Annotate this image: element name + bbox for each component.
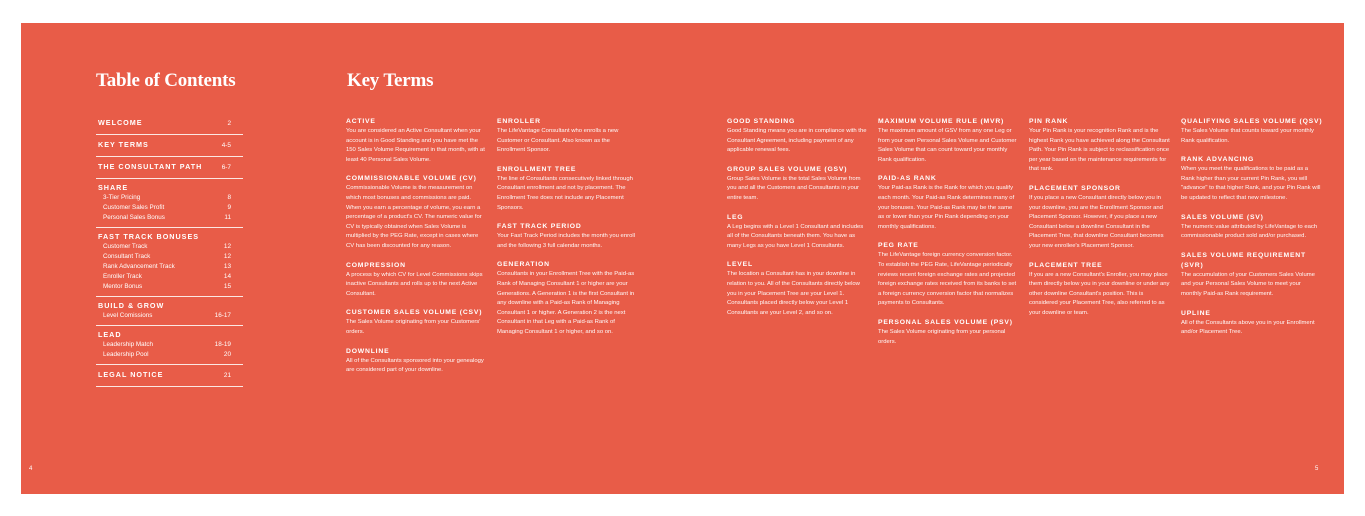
toc-sub-label: Leadership Match: [103, 341, 154, 348]
key-term-heading: GENERATION: [497, 261, 550, 269]
toc-section[interactable]: [96, 135, 243, 157]
key-term: [346, 308, 488, 337]
key-term: [1029, 261, 1171, 319]
key-term: [1181, 309, 1323, 338]
toc-sub-item[interactable]: [98, 282, 243, 292]
toc-sub-label: Enroller Track: [103, 273, 142, 280]
page-number-left: 4: [29, 466, 33, 472]
key-term-definition: A process by which CV for Level Commissions skips inactive Consultants and rolls up to the next Active Consultant.: [346, 271, 483, 297]
toc-section-label: LEAD: [98, 330, 122, 339]
toc-sub-label: Leadership Pool: [103, 351, 149, 358]
key-term-heading: FAST TRACK PERIOD: [497, 223, 582, 231]
toc-sub-item[interactable]: [98, 262, 243, 272]
key-term: [1029, 184, 1171, 252]
toc-sub-item[interactable]: [98, 213, 243, 223]
toc-sub-item[interactable]: [98, 350, 243, 360]
toc-section[interactable]: [96, 228, 243, 297]
toc-sub-page: 12: [223, 253, 231, 260]
toc-sub-page: 15: [223, 283, 231, 290]
key-term: [1181, 213, 1323, 242]
key-term-heading: SALES VOLUME (SV): [1181, 213, 1264, 221]
key-term: [497, 222, 639, 251]
key-term-definition: Good Standing means you are in compliance with the Consultant Agreement, including payment of any applicable renewal fees.: [727, 128, 867, 154]
toc-sub-page: 9: [227, 204, 231, 211]
toc-sub-page: 14: [223, 273, 231, 280]
key-term-definition: The line of Consultants consecutively linked through Consultant enrollment and not by placement. The Enrollment Tree does not include any Placement Sponsors.: [497, 175, 633, 211]
key-term-heading: QUALIFYING SALES VOLUME (QSV): [1181, 118, 1323, 125]
key-term: [1181, 117, 1323, 146]
toc-section[interactable]: [96, 297, 243, 326]
toc-sub-label: 3-Tier Pricing: [103, 194, 141, 201]
toc-sub-label: Customer Sales Profit: [103, 204, 165, 211]
key-term: [497, 260, 639, 337]
key-term-definition: The location a Consultant has in your downline in relation to you. All of the Consultants directly below you in your Placement Tree are your Level 1. Consultants placed directly below your Level 1 Consultants are your Level 2, and so on.: [727, 271, 860, 316]
key-term: [727, 165, 869, 204]
key-term: [1181, 155, 1323, 203]
key-term-definition: The LifeVantage foreign currency conversion factor. To establish the PEG Rate, LifeVantage periodically reviews recent foreign exchange rates and projected foreign exchange rates received from its banks to set a foreign currency conversion factor that normalizes payments to Consultants.: [878, 252, 1017, 307]
key-term: [346, 347, 488, 376]
key-term-heading: COMMISSIONABLE VOLUME (CV): [346, 175, 477, 183]
key-term-heading: LEVEL: [727, 261, 753, 269]
key-term-heading: ACTIVE: [346, 118, 376, 125]
key-term-definition: The accumulation of your Customers Sales Volume and your Personal Sales Volume to meet your monthly Paid-as Rank requirement.: [1181, 271, 1315, 297]
key-term: [346, 174, 488, 251]
key-term-heading: PLACEMENT SPONSOR: [1029, 184, 1121, 192]
key-term-heading: GROUP SALES VOLUME (GSV): [727, 165, 848, 173]
toc-sub-label: Rank Advancement Track: [103, 263, 175, 270]
key-term-heading: PEG RATE: [878, 242, 919, 250]
key-term-definition: Consultants in your Enrollment Tree with the Paid-as Rank of Managing Consultant 1 or higher are your Generations. A Generation 1 is the first Consultant in any downline with a Paid-as Rank of Managing Consultant 1 or higher. A Generation 2 is the next Consultant in that Leg with a Paid-as Rank of Managing Consultant 1 or higher, and so on.: [497, 271, 635, 335]
key-term-definition: Your Paid-as Rank is the Rank for which you qualify each month. Your Paid-as Rank determines many of your bonuses. Your Paid-as Rank may be the same as or lower than your Pin Rank depending on your monthly qualifications.: [878, 185, 1015, 230]
toc-section-page: 2: [227, 120, 231, 127]
key-term: [1181, 251, 1323, 300]
toc-sub-item[interactable]: [98, 203, 243, 213]
key-terms-column: [346, 117, 488, 385]
toc-sub-label: Consultant Track: [103, 253, 151, 260]
toc-sub-page: 8: [227, 194, 231, 201]
key-term-heading: SALES VOLUME REQUIREMENT (SVR): [1181, 251, 1306, 269]
toc-section-label: SHARE: [98, 183, 129, 192]
key-term-heading: DOWNLINE: [346, 347, 390, 355]
key-term-heading: PAID-AS RANK: [878, 175, 937, 183]
toc-section[interactable]: [96, 326, 243, 365]
key-term-definition: All of the Consultants sponsored into your genealogy are considered part of your downline.: [346, 357, 484, 374]
key-term-definition: When you meet the qualifications to be paid as a Rank higher than your current Pin Rank, you will "advance" to that higher Rank, and your Pin Rank will be updated to reflect that new milestone.: [1181, 166, 1321, 201]
key-term: [727, 117, 869, 156]
toc-section-row: [98, 369, 243, 381]
key-term-heading: GOOD STANDING: [727, 118, 796, 125]
toc-sub-page: 16-17: [214, 312, 231, 319]
toc-sub-item[interactable]: [98, 340, 243, 350]
key-term: [727, 213, 869, 252]
toc-section-row: [98, 182, 243, 193]
toc-sub-item[interactable]: [98, 242, 243, 252]
key-term-definition: Your Fast Track Period includes the month you enroll and the following 3 full calendar months.: [497, 233, 635, 249]
key-term-heading: ENROLLER: [497, 118, 541, 125]
key-terms-column: [497, 117, 639, 347]
key-term-definition: The maximum amount of GSV from any one Leg or from your own Personal Sales Volume and Customer Sales Volume that can count toward your monthly Rank qualification.: [878, 128, 1017, 163]
key-term-heading: UPLINE: [1181, 309, 1211, 317]
key-term-definition: Commissionable Volume is the measurement on which most bonuses and commissions are paid. When you earn a percentage of volume, you earn a percentage of a product's CV. The numeric value for CV is typically obtained when Sales Volume is multiplied by the PEG Rate, except in cases where CV has been discounted for any reason.: [346, 185, 482, 249]
key-term-heading: PERSONAL SALES VOLUME (PSV): [878, 318, 1013, 326]
key-term-heading: CUSTOMER SALES VOLUME (CSV): [346, 309, 483, 317]
key-term-definition: Your Pin Rank is your recognition Rank and is the highest Rank you have achieved along the Consultant Path. Your Pin Rank is subject to reclassification once per year based on the maintenance requirements for that rank.: [1029, 128, 1170, 173]
toc-sub-label: Level Comissions: [103, 312, 153, 319]
key-term-definition: The numeric value attributed by LifeVantage to each commissionable product sold and/or purchased.: [1181, 223, 1318, 240]
toc-section-row: [98, 329, 243, 340]
toc-section-label: LEGAL NOTICE: [98, 370, 164, 379]
key-term: [1029, 117, 1171, 175]
toc-section-row: [98, 231, 243, 242]
key-term-definition: Group Sales Volume is the total Sales Volume from you and all the Customers and Consultants in your entire team.: [727, 175, 861, 201]
key-term-definition: The Sales Volume originating from your personal orders.: [878, 328, 1006, 345]
toc-section-label: KEY TERMS: [98, 140, 149, 149]
key-term: [878, 241, 1020, 309]
key-term: [878, 318, 1020, 347]
key-term-heading: MAXIMUM VOLUME RULE (MVR): [878, 118, 1005, 125]
key-terms-title: Key Terms: [347, 70, 434, 91]
toc-section-page: 6-7: [221, 164, 231, 171]
key-term: [878, 174, 1020, 232]
key-term: [878, 117, 1020, 165]
key-term-definition: A Leg begins with a Level 1 Consultant and includes all of the Consultants beneath them. You have as many Legs as you have Level 1 Consultants.: [727, 223, 864, 249]
toc-sub-label: Mentor Bonus: [103, 283, 143, 290]
table-of-contents: [96, 69, 243, 387]
toc-sub-label: Customer Track: [103, 243, 148, 250]
toc-section[interactable]: [96, 179, 243, 228]
toc-list: [96, 113, 243, 387]
toc-sub-page: 13: [223, 263, 231, 270]
page-number-right: 5: [1315, 466, 1319, 472]
toc-section-page: 4-5: [221, 142, 231, 149]
key-term: [346, 261, 488, 300]
key-term: [497, 165, 639, 213]
toc-sub-item[interactable]: [98, 193, 243, 203]
brochure-spread: [21, 23, 1344, 494]
key-term-definition: If you are a new Consultant's Enroller, you may place them directly below you in your downline or under any other downline Consultant's position. This is considered your Placement Tree, also referred to as your downline or team.: [1029, 271, 1170, 316]
toc-section-row: [98, 161, 243, 173]
toc-section[interactable]: [96, 113, 243, 135]
key-term: [497, 117, 639, 156]
key-term-definition: You are considered an Active Consultant when your account is in Good Standing and you have met the 150 Sales Volume Requirement in that month, with at least 40 Personal Sales Volume.: [346, 128, 485, 163]
key-term-heading: ENROLLMENT TREE: [497, 165, 577, 173]
key-terms-column: [727, 117, 869, 327]
toc-section-label: WELCOME: [98, 118, 143, 127]
toc-section[interactable]: [96, 365, 243, 387]
toc-section-row: [98, 117, 243, 129]
key-term: [346, 117, 488, 165]
toc-section[interactable]: [96, 157, 243, 179]
toc-sub-page: 12: [223, 243, 231, 250]
toc-sub-label: Personal Sales Bonus: [103, 214, 165, 221]
key-term-heading: LEG: [727, 213, 744, 221]
key-term-heading: PLACEMENT TREE: [1029, 261, 1103, 269]
toc-sub-page: 18-19: [214, 341, 231, 348]
key-term-definition: The Sales Volume originating from your Customers' orders.: [346, 319, 481, 335]
key-term-heading: PIN RANK: [1029, 118, 1069, 125]
key-term-definition: All of the Consultants above you in your Enrollment and/or Placement Tree.: [1181, 319, 1315, 336]
toc-section-row: [98, 139, 243, 151]
toc-title: Table of Contents: [96, 70, 236, 91]
key-terms-column: [878, 117, 1020, 356]
key-term: [727, 260, 869, 318]
toc-section-label: THE CONSULTANT PATH: [98, 162, 203, 171]
key-term-heading: COMPRESSION: [346, 261, 406, 269]
toc-sub-page: 20: [223, 351, 231, 358]
toc-section-row: [98, 300, 243, 311]
toc-section-label: FAST TRACK BONUSES: [98, 232, 200, 241]
key-term-definition: The LifeVantage Consultant who enrolls a new Customer or Consultant. Also known as the Enrollment Sponsor.: [497, 128, 619, 154]
key-terms-column: [1181, 117, 1323, 347]
key-terms-column: [1029, 117, 1171, 328]
toc-section-label: BUILD & GROW: [98, 301, 165, 310]
key-term-definition: The Sales Volume that counts toward your monthly Rank qualification.: [1181, 128, 1314, 144]
toc-sub-item[interactable]: [98, 272, 243, 282]
key-term-definition: If you place a new Consultant directly below you in your downline, you are the Enrollment Sponsor and Placement Sponsor. However, if you place a new Consultant below a downline Consultant in the Placement Tree, that downline Consultant becomes your new enrollee's Placement Sponsor.: [1029, 194, 1164, 249]
key-term-heading: RANK ADVANCING: [1181, 156, 1255, 164]
toc-sub-item[interactable]: [98, 252, 243, 262]
toc-sub-item[interactable]: [98, 311, 243, 321]
toc-sub-page: 11: [224, 214, 231, 221]
toc-section-page: 21: [223, 372, 231, 379]
